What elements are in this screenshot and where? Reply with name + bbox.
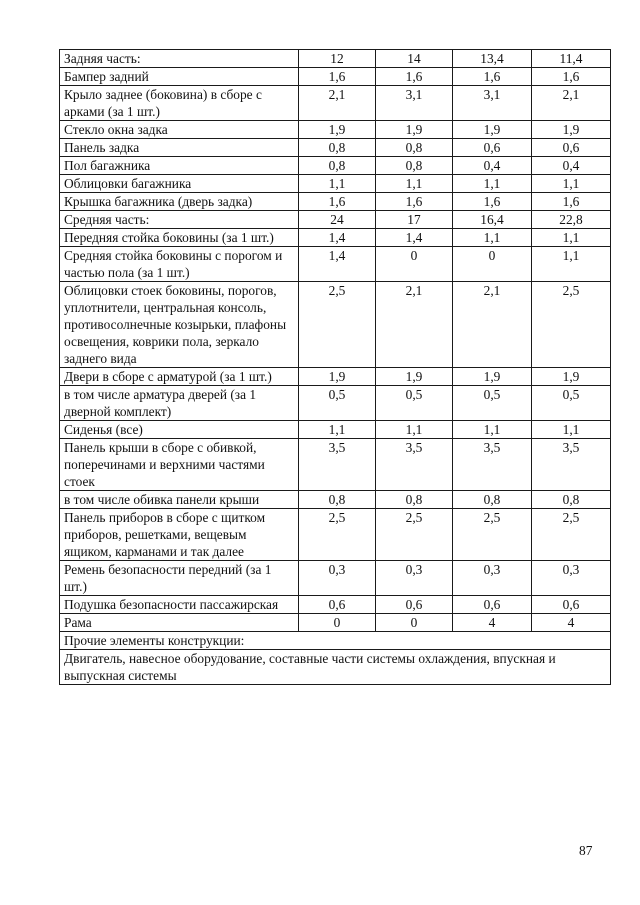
cell-value: 0,3 (376, 561, 453, 596)
parts-table (59, 49, 611, 685)
cell-value: 0,8 (376, 157, 453, 175)
cell-value: 1,6 (376, 193, 453, 211)
cell-value: 2,5 (453, 509, 532, 561)
cell-value: 4 (453, 614, 532, 632)
cell-value: 1,9 (453, 121, 532, 139)
cell-value: 1,1 (532, 421, 611, 439)
cell-value: 1,1 (376, 421, 453, 439)
table-row (60, 421, 611, 439)
cell-value: 0,8 (453, 491, 532, 509)
cell-value: 2,5 (376, 509, 453, 561)
cell-value: 1,6 (299, 193, 376, 211)
cell-value: 0,6 (532, 139, 611, 157)
cell-value: 1,9 (376, 121, 453, 139)
cell-value: 1,4 (299, 247, 376, 282)
cell-value: 0,8 (299, 157, 376, 175)
row-label: Сиденья (все) (60, 421, 299, 439)
cell-value: 0,8 (299, 139, 376, 157)
cell-value: 2,5 (532, 509, 611, 561)
cell-value: 1,9 (453, 368, 532, 386)
row-label: Передняя стойка боковины (за 1 шт.) (60, 229, 299, 247)
table-row (60, 247, 611, 282)
cell-value: 13,4 (453, 50, 532, 68)
table-row (60, 650, 611, 685)
cell-value: 0,8 (376, 139, 453, 157)
table-row (60, 561, 611, 596)
table-row (60, 175, 611, 193)
cell-value: 3,5 (376, 439, 453, 491)
table-row (60, 632, 611, 650)
cell-value: 3,5 (453, 439, 532, 491)
cell-value: 2,1 (376, 282, 453, 368)
cell-value: 14 (376, 50, 453, 68)
table-row (60, 491, 611, 509)
cell-value: 1,9 (376, 368, 453, 386)
table-row (60, 386, 611, 421)
row-label: Ремень безопасности передний (за 1 шт.) (60, 561, 299, 596)
row-label: Бампер задний (60, 68, 299, 86)
cell-value: 1,6 (299, 68, 376, 86)
cell-value: 0 (376, 247, 453, 282)
other-elements-heading: Прочие элементы конструкции: (60, 632, 611, 650)
row-label: Пол багажника (60, 157, 299, 175)
row-label: Средняя часть: (60, 211, 299, 229)
cell-value: 0,5 (299, 386, 376, 421)
cell-value: 1,6 (532, 193, 611, 211)
cell-value: 0,3 (299, 561, 376, 596)
cell-value: 16,4 (453, 211, 532, 229)
cell-value: 0,6 (532, 596, 611, 614)
page-number: 87 (579, 843, 593, 858)
cell-value: 2,1 (299, 86, 376, 121)
table-row (60, 68, 611, 86)
cell-value: 1,9 (532, 368, 611, 386)
cell-value: 1,4 (299, 229, 376, 247)
table-row (60, 121, 611, 139)
cell-value: 0,5 (453, 386, 532, 421)
row-label: в том числе обивка панели крыши (60, 491, 299, 509)
cell-value: 1,6 (453, 68, 532, 86)
cell-value: 17 (376, 211, 453, 229)
table-row (60, 229, 611, 247)
table-row (60, 439, 611, 491)
table-row (60, 157, 611, 175)
cell-value: 1,1 (453, 175, 532, 193)
cell-value: 1,6 (376, 68, 453, 86)
cell-value: 2,5 (532, 282, 611, 368)
row-label: Подушка безопасности пассажирская (60, 596, 299, 614)
cell-value: 2,1 (453, 282, 532, 368)
cell-value: 11,4 (532, 50, 611, 68)
cell-value: 0,8 (376, 491, 453, 509)
cell-value: 0,6 (299, 596, 376, 614)
cell-value: 0 (299, 614, 376, 632)
cell-value: 1,1 (453, 229, 532, 247)
cell-value: 2,5 (299, 282, 376, 368)
cell-value: 2,5 (299, 509, 376, 561)
cell-value: 1,6 (532, 68, 611, 86)
cell-value: 1,4 (376, 229, 453, 247)
cell-value: 1,9 (299, 368, 376, 386)
row-label: Панель приборов в сборе с щитком приборов, решетками, вещевым ящиком, карманами и так далее (60, 509, 299, 561)
cell-value: 3,5 (299, 439, 376, 491)
cell-value: 4 (532, 614, 611, 632)
row-label: Задняя часть: (60, 50, 299, 68)
table-row (60, 50, 611, 68)
cell-value: 0,6 (453, 596, 532, 614)
cell-value: 0,4 (532, 157, 611, 175)
row-label: Крыло заднее (боковина) в сборе с арками (за 1 шт.) (60, 86, 299, 121)
row-label: Панель крыши в сборе с обивкой, поперечинами и верхними частями стоек (60, 439, 299, 491)
row-label: Стекло окна задка (60, 121, 299, 139)
table-row (60, 193, 611, 211)
cell-value: 0,8 (532, 491, 611, 509)
cell-value: 3,1 (376, 86, 453, 121)
table-row (60, 596, 611, 614)
cell-value: 1,1 (532, 229, 611, 247)
cell-value: 0,8 (299, 491, 376, 509)
row-label: Крышка багажника (дверь задка) (60, 193, 299, 211)
row-label: Средняя стойка боковины с порогом и частью пола (за 1 шт.) (60, 247, 299, 282)
row-label: Рама (60, 614, 299, 632)
cell-value: 3,1 (453, 86, 532, 121)
cell-value: 3,5 (532, 439, 611, 491)
cell-value: 0,6 (376, 596, 453, 614)
cell-value: 0 (376, 614, 453, 632)
cell-value: 1,1 (532, 247, 611, 282)
cell-value: 1,9 (299, 121, 376, 139)
cell-value: 0,3 (532, 561, 611, 596)
cell-value: 0,6 (453, 139, 532, 157)
cell-value: 1,1 (453, 421, 532, 439)
row-label: Панель задка (60, 139, 299, 157)
cell-value: 2,1 (532, 86, 611, 121)
cell-value: 0,4 (453, 157, 532, 175)
table-row (60, 368, 611, 386)
cell-value: 0,5 (532, 386, 611, 421)
cell-value: 1,9 (532, 121, 611, 139)
row-label: Облицовки багажника (60, 175, 299, 193)
cell-value: 0 (453, 247, 532, 282)
cell-value: 24 (299, 211, 376, 229)
cell-value: 0,3 (453, 561, 532, 596)
other-elements-text: Двигатель, навесное оборудование, составные части системы охлаждения, впускная и выпускная системы (60, 650, 611, 685)
table-row (60, 139, 611, 157)
cell-value: 12 (299, 50, 376, 68)
table-row (60, 282, 611, 368)
table-row (60, 86, 611, 121)
row-label: Двери в сборе с арматурой (за 1 шт.) (60, 368, 299, 386)
table-row (60, 211, 611, 229)
cell-value: 1,1 (299, 175, 376, 193)
cell-value: 1,1 (299, 421, 376, 439)
row-label: в том числе арматура дверей (за 1 дверной комплект) (60, 386, 299, 421)
table-row (60, 509, 611, 561)
row-label: Облицовки стоек боковины, порогов, уплотнители, центральная консоль, противосолнечные козырьки, плафоны освещения, коврики пола, зеркало заднего вида (60, 282, 299, 368)
cell-value: 1,1 (532, 175, 611, 193)
cell-value: 1,1 (376, 175, 453, 193)
cell-value: 0,5 (376, 386, 453, 421)
cell-value: 1,6 (453, 193, 532, 211)
cell-value: 22,8 (532, 211, 611, 229)
table-row (60, 614, 611, 632)
